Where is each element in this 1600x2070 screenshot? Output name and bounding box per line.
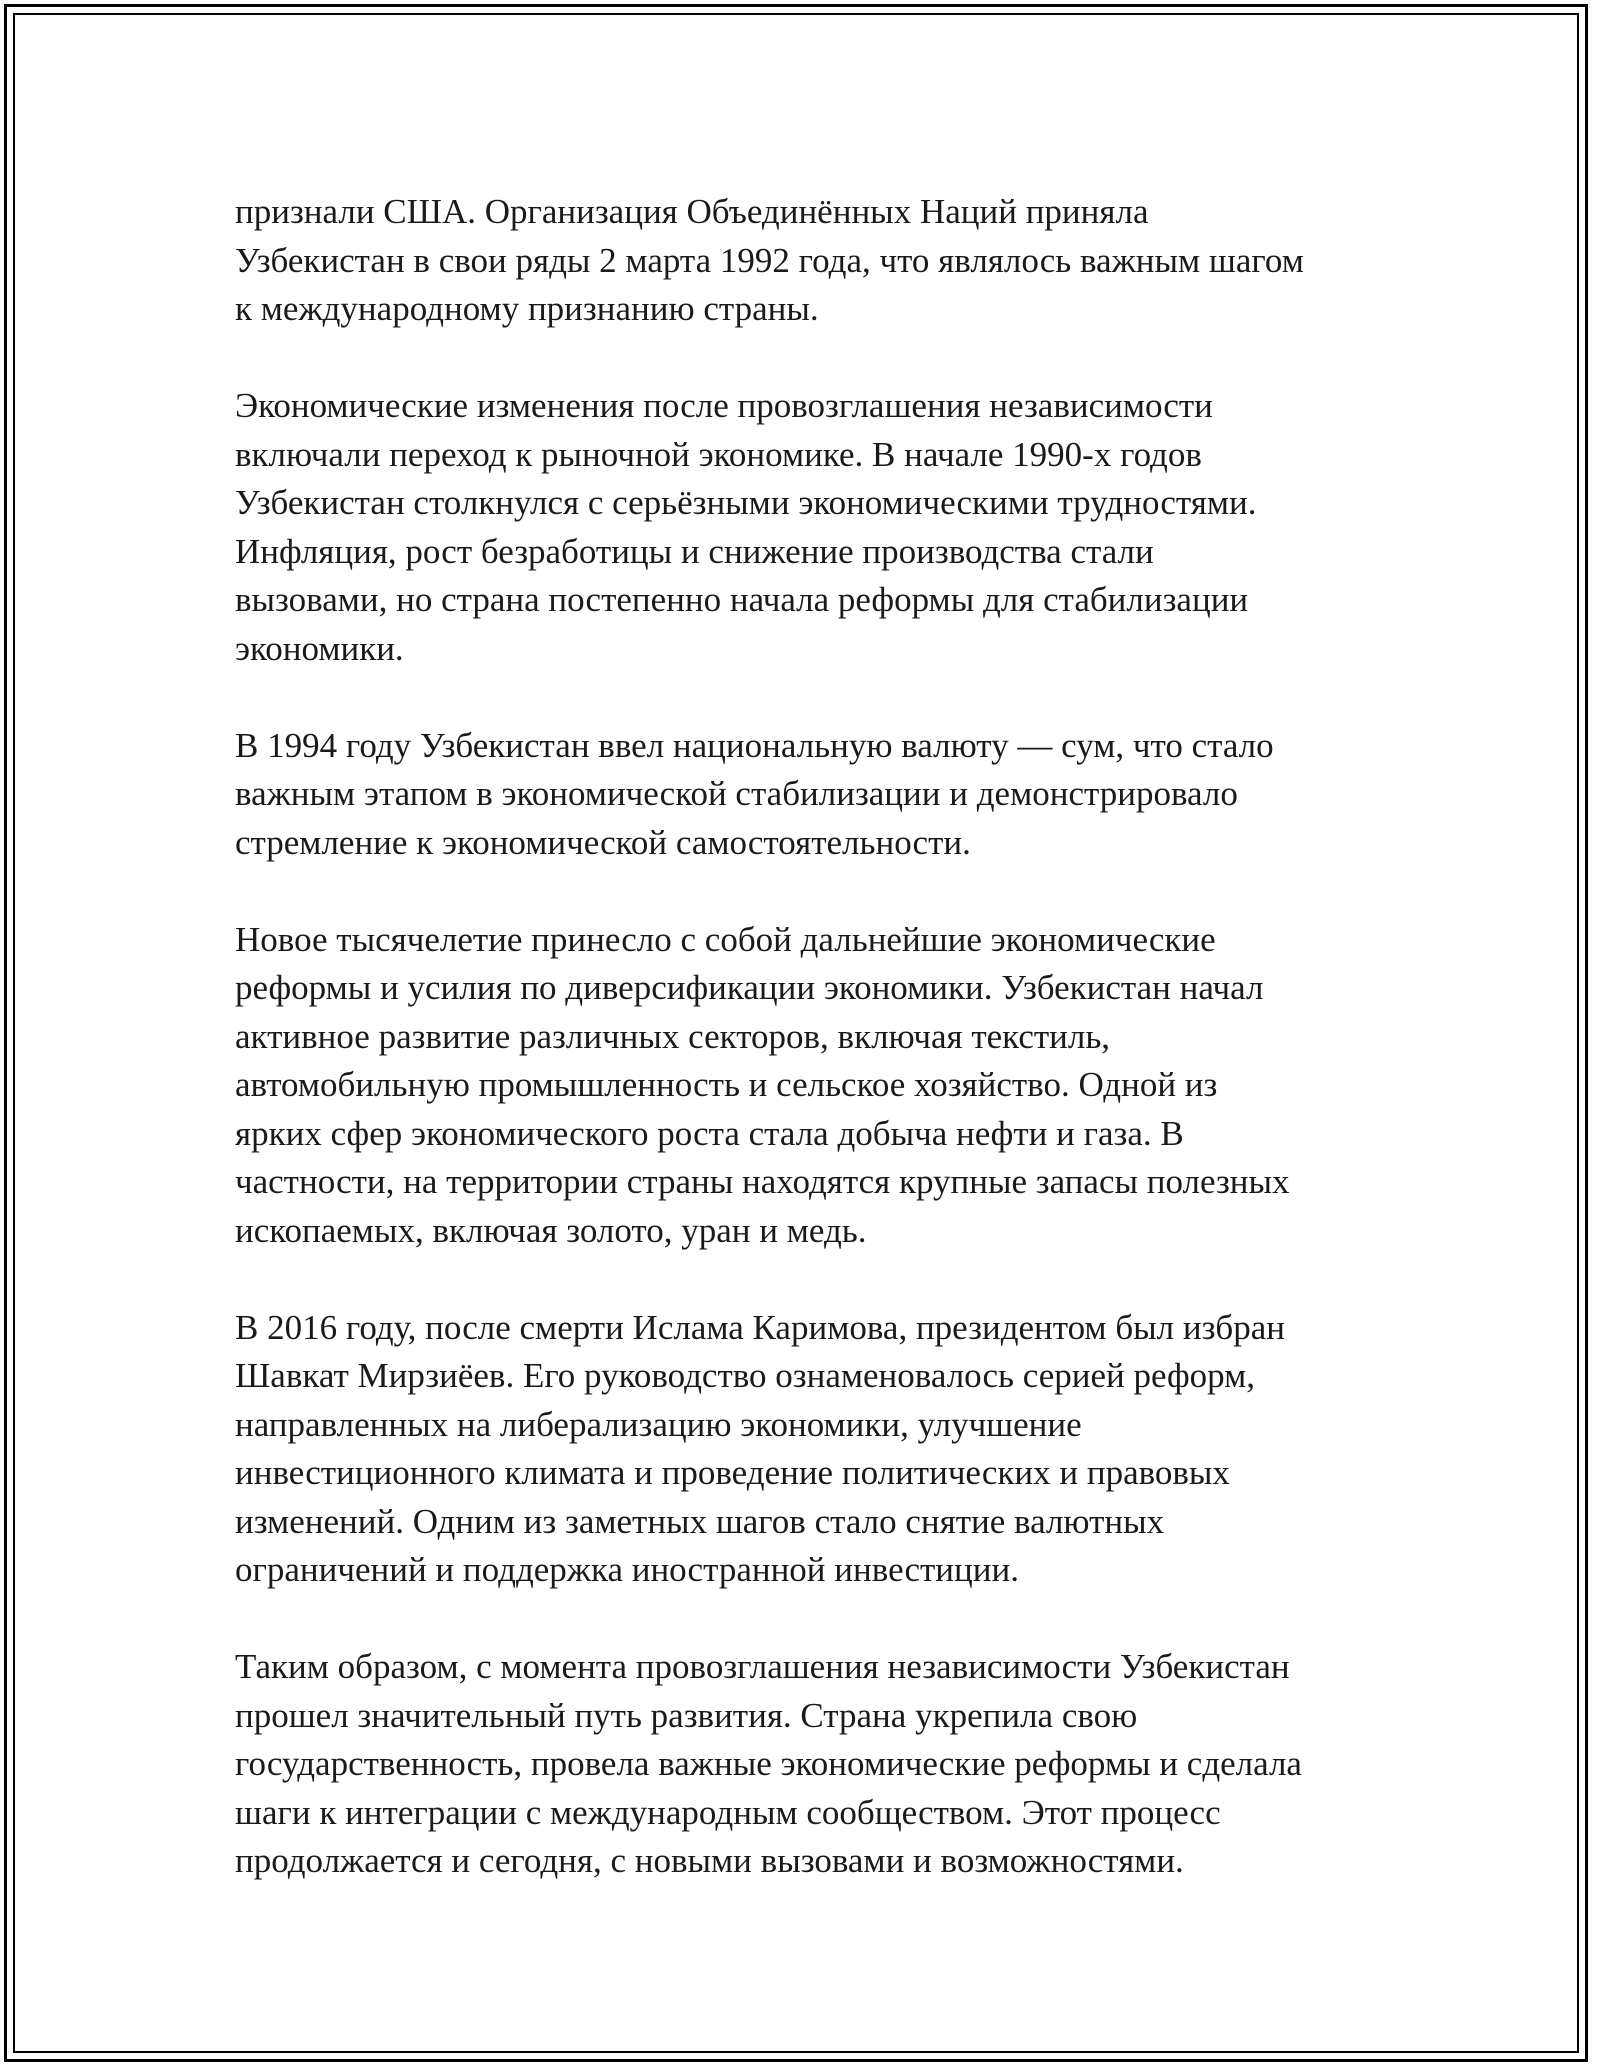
paragraph-un-recognition: признали США. Организация Объединённых Наций приняла Узбекистан в свои ряды 2 марта 1992 года, что являлось важным шагом к международному признанию страны. bbox=[235, 192, 1304, 328]
paragraph-national-currency: В 1994 году Узбекистан ввел национальную валюту — сум, что стало важным этапом в экономической стабилизации и демонстрировало стремление к экономической самостоятельности. bbox=[235, 725, 1274, 862]
paragraph-economic-changes: Экономические изменения после провозглашения независимости включали переход к рыночной экономике. В начале 1990-х годов Узбекистан столкнулся с серьёзными экономическими трудностями. Инфляция, рост безработицы и снижение производства стали вызовами, но страна постепенно начала реформы для стабилизации экономики. bbox=[235, 386, 1257, 668]
paragraph-new-millennium: Новое тысячелетие принесло с собой дальнейшие экономические реформы и усилия по диверсификации экономики. Узбекистан начал активное развитие различных секторов, включая текстиль, автомобильную промышленность и сельское хозяйство. Одной из ярких сфер экономического роста стала добыча нефти и газа. В частности, на территории страны находятся крупные запасы полезных ископаемых, включая золото, уран и медь. bbox=[235, 919, 1290, 1250]
paragraph-2016-reforms: В 2016 году, после смерти Ислама Каримова, президентом был избран Шавкат Мирзиёев. Его руководство ознаменовалось серией реформ, направленных на либерализацию экономики, улучшение инвестиционного климата и проведение политических и правовых изменений. Одним из заметных шагов стало снятие валютных ограничений и поддержка иностранной инвестиции. bbox=[235, 1307, 1285, 1589]
paragraph-conclusion: Таким образом, с момента провозглашения независимости Узбекистан прошел значительный путь развития. Страна укрепила свою государственность, провела важные экономические реформы и сделала шаги к интеграции с международным сообществом. Этот процесс продолжается и сегодня, с новыми вызовами и возможностями. bbox=[235, 1647, 1302, 1880]
document-body bbox=[235, 188, 1385, 1886]
